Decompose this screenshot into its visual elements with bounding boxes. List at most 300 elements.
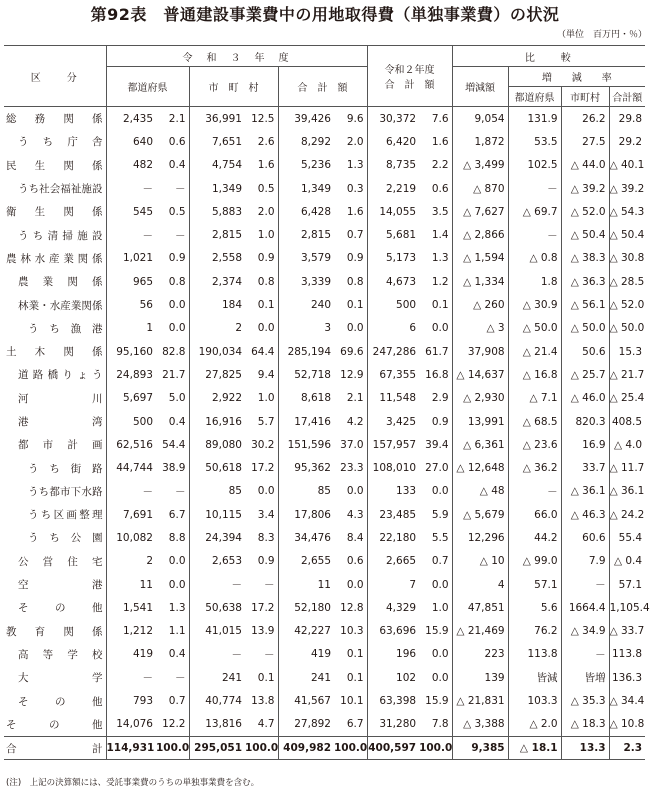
table-cell: 100.0 (334, 737, 367, 760)
header-category: 区 分 (4, 46, 106, 107)
table-row (4, 573, 645, 596)
table-cell: － (508, 177, 561, 200)
table-cell: △ 46.3 (561, 503, 609, 526)
row-label: う ち 庁 舎 (4, 130, 106, 153)
table-cell: 2.1 (156, 107, 189, 131)
table-cell: 11,548 (379, 392, 417, 405)
table-cell: 8,618 (300, 392, 331, 405)
table-cell: 0.5 (245, 177, 278, 200)
table-cell: △ 14,637 (452, 363, 508, 386)
table-cell: 4,673 (386, 275, 417, 288)
table-cell: 3,579 (300, 252, 331, 265)
table-cell: 33.7 (561, 456, 609, 479)
table-cell: 1.3 (334, 154, 367, 177)
page-title: 第92表 普通建設事業費中の用地取得費（単独事業費）の状況 (90, 5, 560, 24)
table-cell: 0.9 (419, 410, 452, 433)
table-cell: 2.0 (245, 200, 278, 223)
table-cell: 4.7 (245, 713, 278, 737)
table-cell: 2,655 (300, 555, 331, 568)
table-cell: 5,681 (386, 229, 417, 242)
table-cell: 6.7 (334, 713, 367, 737)
table-cell: 0.0 (156, 573, 189, 596)
table-cell: 0.0 (156, 293, 189, 316)
table-cell: 44,744 (116, 462, 153, 475)
table-cell: 12.5 (245, 107, 278, 131)
table-cell: 12.9 (334, 363, 367, 386)
table-cell: 47,851 (452, 596, 508, 619)
table-cell: 17,416 (294, 415, 331, 428)
table-cell: 67,355 (379, 368, 417, 381)
table-cell: △ 0.4 (613, 555, 643, 568)
table-cell: 10.1 (334, 689, 367, 712)
table-cell: 5.9 (419, 503, 452, 526)
header-r2 (367, 46, 452, 107)
table-row (4, 689, 645, 712)
table-cell: 64.4 (245, 340, 278, 363)
table-cell: 139 (452, 666, 508, 689)
row-label: 総 務 関 係 (4, 107, 106, 131)
table-row (4, 456, 645, 479)
table-cell: 793 (132, 695, 153, 708)
table-cell: △ 12,648 (452, 456, 508, 479)
table-cell: △ 7.1 (508, 387, 561, 410)
table-cell: 2,815 (300, 229, 331, 242)
table-cell: 157,957 (372, 438, 417, 451)
table-cell: △ 3,499 (452, 154, 508, 177)
row-label: 林業・水産業関係 (4, 293, 106, 316)
table-cell: 0.0 (419, 317, 452, 340)
table-cell: 184 (221, 299, 242, 312)
table-cell: △ 0.8 (508, 247, 561, 270)
table-cell: 52,718 (294, 368, 331, 381)
table-cell: 103.3 (508, 689, 561, 712)
table-cell: 9.6 (334, 107, 367, 131)
table-cell: 2 (235, 322, 242, 335)
table-cell: 38.9 (156, 456, 189, 479)
table-cell: △ 56.1 (561, 293, 609, 316)
table-cell: 0.6 (334, 550, 367, 573)
table-cell: 62,516 (116, 438, 153, 451)
table-cell: 3.5 (419, 200, 452, 223)
table-cell: 0.1 (245, 293, 278, 316)
table-cell: 820.3 (561, 410, 609, 433)
table-cell: 30.2 (245, 433, 278, 456)
table-cell: △ 36.1 (561, 480, 609, 503)
table-cell: 44.2 (508, 526, 561, 549)
table-cell: △ 36.2 (508, 456, 561, 479)
table-cell: 100.0 (245, 737, 278, 760)
table-cell: △ 99.0 (508, 550, 561, 573)
header-muni: 市 町 村 (189, 67, 278, 107)
table-cell: 57.1 (618, 578, 643, 591)
table-cell: 1,872 (452, 130, 508, 153)
row-label: う ち 公 園 (4, 526, 106, 549)
table-cell: 1.6 (245, 154, 278, 177)
table-cell: △ 39.2 (561, 177, 609, 200)
table-cell: 61.7 (419, 340, 452, 363)
table-cell: △ 50.0 (609, 322, 645, 335)
table-cell: 27.5 (561, 130, 609, 153)
table-cell: 247,286 (372, 345, 417, 358)
table-cell: △ 25.7 (561, 363, 609, 386)
table-cell: △ 1,594 (452, 247, 508, 270)
table-cell: 7.6 (419, 107, 452, 131)
row-label: 農林水産業関係 (4, 247, 106, 270)
table-cell: 15.3 (618, 345, 643, 358)
table-row (4, 480, 645, 503)
table-row (4, 666, 645, 689)
table-cell: 4,329 (386, 601, 417, 614)
table-cell: 2,815 (211, 229, 242, 242)
table-cell: 5.6 (508, 596, 561, 619)
table-cell: 0.1 (245, 666, 278, 689)
table-cell: 136.3 (612, 671, 643, 684)
table-cell: 2,219 (386, 182, 417, 195)
table-cell: 12,296 (452, 526, 508, 549)
table-cell: 419 (132, 648, 153, 661)
row-label: そ の 他 (4, 689, 106, 712)
table-cell: 27,825 (205, 368, 242, 381)
table-cell: 0.0 (419, 573, 452, 596)
table-cell: 50,638 (205, 601, 242, 614)
table-cell: 40,774 (205, 695, 242, 708)
table-row (4, 107, 645, 131)
table-cell: 1,541 (122, 601, 153, 614)
table-cell: 27,892 (294, 718, 331, 731)
table-cell: △ 10.8 (609, 718, 645, 731)
table-cell: △ 5,679 (452, 503, 508, 526)
table-cell: － (156, 666, 189, 689)
table-cell: △ 3 (452, 317, 508, 340)
table-cell: 1,349 (300, 182, 331, 195)
table-cell: △ 33.7 (609, 625, 645, 638)
table-cell: 1.1 (156, 620, 189, 643)
table-cell: － (231, 648, 242, 661)
table-cell: 190,034 (198, 345, 242, 358)
table-cell: △ 40.1 (609, 159, 645, 172)
row-label: 空 港 (4, 573, 106, 596)
table-cell: 7,651 (211, 135, 242, 148)
table-cell: 2.6 (245, 130, 278, 153)
table-cell: △ 30.8 (609, 252, 645, 265)
table-cell: 295,051 (189, 737, 245, 760)
header-change-amount: 増減額 (452, 67, 508, 107)
table-cell: 17.2 (245, 456, 278, 479)
table-cell: 82.8 (156, 340, 189, 363)
table-cell: 0.0 (419, 480, 452, 503)
table-cell: 39.4 (419, 433, 452, 456)
table-cell: △ 21,831 (452, 689, 508, 712)
table-cell: 15.9 (419, 689, 452, 712)
table-cell: 0.9 (245, 550, 278, 573)
table-row (4, 247, 645, 270)
table-cell: 1,105.4 (609, 601, 650, 614)
table-cell: △ 68.5 (508, 410, 561, 433)
table-cell: 0.6 (419, 177, 452, 200)
table-cell: 3 (324, 322, 331, 335)
table-cell: 6 (409, 322, 417, 335)
table-cell: 54.4 (156, 433, 189, 456)
table-cell: 113.8 (508, 643, 561, 666)
row-label: 道 路 橋 り ょ う (4, 363, 106, 386)
table-cell: 皆減 (508, 666, 561, 689)
table-cell: 1.0 (245, 387, 278, 410)
table-cell: 13.9 (245, 620, 278, 643)
table-cell: 500 (132, 415, 153, 428)
table-cell: 10,115 (205, 508, 242, 521)
table-cell: － (142, 485, 153, 498)
table-row (4, 317, 645, 340)
table-cell: 131.9 (508, 107, 561, 131)
table-cell: 1664.4 (561, 596, 609, 619)
table-cell: 5,236 (300, 159, 331, 172)
table-cell: 21.7 (156, 363, 189, 386)
table-cell: 10,082 (116, 531, 153, 544)
table-cell: 52,180 (294, 601, 331, 614)
unit-label: （単位 百万円・％） (556, 30, 647, 40)
table-cell: － (142, 229, 153, 242)
row-label: 高 等 学 校 (4, 643, 106, 666)
table-row (4, 596, 645, 619)
table-cell: 2.3 (609, 737, 645, 760)
table-cell: 5.7 (245, 410, 278, 433)
table-cell: 76.2 (508, 620, 561, 643)
table-cell: △ 2,866 (452, 223, 508, 246)
table-cell: 4,754 (211, 159, 242, 172)
table-cell: 0.4 (156, 643, 189, 666)
table-cell: △ 2,930 (452, 387, 508, 410)
table-cell: 965 (132, 275, 153, 288)
table-cell: 0.0 (245, 480, 278, 503)
table-cell: 5,697 (122, 392, 153, 405)
table-cell: △ 36.3 (561, 270, 609, 293)
header-rate-pref: 都道府県 (508, 87, 561, 107)
table-cell: 60.6 (561, 526, 609, 549)
table-row (4, 270, 645, 293)
table-cell: 16.9 (561, 433, 609, 456)
table-cell: 482 (132, 159, 153, 172)
table-cell: 1.0 (419, 596, 452, 619)
table-cell: 2,374 (211, 275, 242, 288)
table-cell: △ 2.0 (508, 713, 561, 737)
table-cell: △ 50.0 (508, 317, 561, 340)
table-cell: 41,567 (294, 695, 331, 708)
table-cell: 2.2 (419, 154, 452, 177)
table-cell: 241 (310, 671, 331, 684)
data-table (4, 45, 650, 760)
header-compare: 比 較 (452, 46, 645, 67)
header-r3: 令 和 ３ 年 度 (106, 46, 367, 67)
row-label: 港 湾 (4, 410, 106, 433)
table-cell: 5.5 (419, 526, 452, 549)
table-cell: △ 52.0 (609, 299, 645, 312)
table-cell: 2.9 (419, 387, 452, 410)
table-cell: △ 18.1 (508, 737, 561, 760)
table-cell: 0.7 (156, 689, 189, 712)
table-cell: △ 69.7 (508, 200, 561, 223)
table-cell: 500 (396, 299, 417, 312)
table-cell: 0.0 (334, 317, 367, 340)
table-cell: 8.8 (156, 526, 189, 549)
row-label: うち区画整理 (4, 503, 106, 526)
table-cell: 14,055 (379, 205, 417, 218)
table-cell: 5,883 (211, 205, 242, 218)
table-cell: － (561, 643, 609, 666)
table-cell: 69.6 (334, 340, 367, 363)
table-cell: △ 39.2 (609, 182, 645, 195)
table-cell: 0.5 (156, 200, 189, 223)
table-cell: 66.0 (508, 503, 561, 526)
row-label: うち社会福祉施設 (4, 177, 106, 200)
table-cell: 23,485 (379, 508, 417, 521)
table-cell: △ 1,334 (452, 270, 508, 293)
row-label: そ の 他 (4, 713, 106, 737)
table-cell: 15.9 (419, 620, 452, 643)
table-cell: 11 (139, 578, 153, 591)
table-cell: 13,991 (452, 410, 508, 433)
footnote: (注) 上記の決算額には、受託事業費のうちの単独事業費を含む。 (6, 778, 260, 788)
table-cell: 0.1 (334, 643, 367, 666)
table-cell: 10.3 (334, 620, 367, 643)
table-cell: 1,349 (211, 182, 242, 195)
table-cell: △ 54.3 (609, 205, 645, 218)
table-cell: 419 (310, 648, 331, 661)
header-total: 合 計 額 (278, 67, 367, 107)
table-cell: 63,398 (379, 695, 417, 708)
table-cell: － (508, 480, 561, 503)
table-cell: △ 4.0 (613, 438, 643, 451)
table-cell: － (156, 480, 189, 503)
table-cell: 34,476 (294, 531, 331, 544)
table-cell: 14,076 (116, 718, 153, 731)
row-label: う ち 街 路 (4, 456, 106, 479)
table-cell: 100.0 (419, 737, 452, 760)
table-cell: 2.0 (334, 130, 367, 153)
header-r2-line2: 合 計 額 (384, 80, 435, 91)
table-cell: 0.7 (419, 550, 452, 573)
table-cell: 1.6 (334, 200, 367, 223)
table-row (4, 177, 645, 200)
table-cell: △ 21.4 (508, 340, 561, 363)
table-cell: 0.0 (156, 317, 189, 340)
table-cell: 7.8 (419, 713, 452, 737)
table-cell: 95,362 (294, 462, 331, 475)
table-row (4, 550, 645, 573)
table-cell: 8.4 (334, 526, 367, 549)
row-label: 民 生 関 係 (4, 154, 106, 177)
table-body (4, 107, 650, 760)
table-cell: 9,385 (452, 737, 508, 760)
table-cell: △ 48 (452, 480, 508, 503)
table-cell: 0.7 (334, 223, 367, 246)
table-row (4, 410, 645, 433)
table-cell: 7 (409, 578, 417, 591)
table-cell: 151,596 (287, 438, 331, 451)
table-cell: 63,696 (379, 625, 417, 638)
table-cell: △ 46.0 (561, 387, 609, 410)
table-cell: △ 30.9 (508, 293, 561, 316)
table-cell: 0.9 (334, 247, 367, 270)
table-cell: 2,922 (211, 392, 242, 405)
table-cell: 3.4 (245, 503, 278, 526)
table-cell: 0.0 (245, 317, 278, 340)
table-cell: 1 (146, 322, 153, 335)
table-cell: 133 (396, 485, 417, 498)
table-cell: 1.8 (508, 270, 561, 293)
table-cell: 11 (317, 578, 331, 591)
table-cell: 1.2 (419, 270, 452, 293)
table-cell: 0.9 (156, 247, 189, 270)
table-cell: △ 3,388 (452, 713, 508, 737)
table-cell: 12.2 (156, 713, 189, 737)
table-cell: 1.3 (156, 596, 189, 619)
row-label: 農 業 関 係 (4, 270, 106, 293)
table-cell: 16.8 (419, 363, 452, 386)
table-cell: 50,618 (205, 462, 242, 475)
row-label: 教 育 関 係 (4, 620, 106, 643)
table-cell: 0.0 (334, 480, 367, 503)
table-cell: 196 (396, 648, 417, 661)
table-cell: △ 21,469 (452, 620, 508, 643)
row-label: うち都市下水路 (4, 480, 106, 503)
table-cell: － (142, 672, 153, 685)
table-cell: 1,021 (122, 252, 153, 265)
table-cell: △ 34.4 (609, 695, 645, 708)
table-cell: △ 260 (452, 293, 508, 316)
table-cell: △ 16.8 (508, 363, 561, 386)
table-row (4, 340, 645, 363)
table-cell: 95,160 (116, 345, 153, 358)
row-label: う ち 清 掃 施 設 (4, 223, 106, 246)
row-label: 合 計 (4, 737, 106, 760)
table-row (4, 526, 645, 549)
table-cell: △ 38.3 (561, 247, 609, 270)
table-cell: 37.0 (334, 433, 367, 456)
table-cell: △ 10 (452, 550, 508, 573)
table-cell: － (142, 183, 153, 196)
table-cell: 0.1 (334, 293, 367, 316)
table-cell: 2,653 (211, 555, 242, 568)
table-cell: 13,816 (205, 718, 242, 731)
table-cell: 13.8 (245, 689, 278, 712)
table-cell: 53.5 (508, 130, 561, 153)
table-cell: 2,435 (122, 112, 153, 125)
table-cell: 0.0 (334, 573, 367, 596)
table-cell: 0.1 (419, 293, 452, 316)
table-cell: 545 (132, 205, 153, 218)
table-row (4, 503, 645, 526)
table-cell: 1,212 (122, 625, 153, 638)
table-cell: 39,426 (294, 112, 331, 125)
table-cell: 6.7 (156, 503, 189, 526)
table-cell: △ 36.1 (609, 485, 645, 498)
table-cell: 29.2 (618, 135, 643, 148)
table-cell: － (245, 643, 278, 666)
table-cell: 409,982 (278, 737, 334, 760)
table-row (4, 620, 645, 643)
table-cell: 0.8 (156, 270, 189, 293)
table-cell: 57.1 (508, 573, 561, 596)
table-cell: 1.4 (419, 223, 452, 246)
row-label: 大 学 (4, 666, 106, 689)
table-cell: 0.0 (419, 643, 452, 666)
table-cell: 50.6 (561, 340, 609, 363)
table-row (4, 713, 645, 737)
table-cell: 2,558 (211, 252, 242, 265)
table-cell: 1.3 (419, 247, 452, 270)
table-cell: － (508, 223, 561, 246)
table-cell: 0.0 (419, 666, 452, 689)
